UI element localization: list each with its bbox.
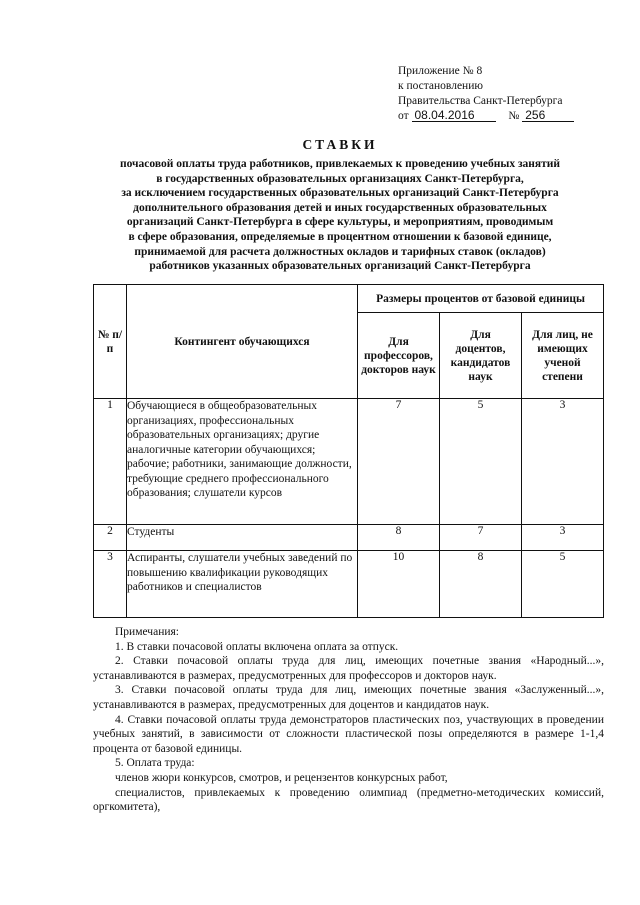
note-item: 4. Ставки почасовой оплаты труда демонстраторов пластических поз, участвующих в проведении учебных занятий, в зависимости от сложности пластической позы определяются в размере 1-1,4 процента от базовой единицы. <box>93 713 604 755</box>
row-number: 2 <box>94 525 127 551</box>
header-percent-group: Размеры процентов от базовой единицы <box>358 285 604 313</box>
row-number: 1 <box>94 399 127 525</box>
row-value-no-degree: 3 <box>522 525 604 551</box>
subtitle-line: организаций Санкт-Петербурга в сфере культуры, и мероприятиям, проводимым <box>126 216 554 229</box>
appendix-authority: Правительства Санкт-Петербурга <box>398 95 563 107</box>
title-block <box>80 137 600 274</box>
row-contingent: Аспиранты, слушатели учебных заведений по повышению квалификации руководящих работников и специалистов <box>127 551 358 618</box>
subtitle-line: за исключением государственных образовательных организаций Санкт-Петербурга <box>121 187 559 200</box>
row-contingent: Студенты <box>127 525 358 551</box>
date-prefix: от <box>398 110 409 122</box>
appendix-number: Приложение № 8 <box>398 65 483 77</box>
subtitle-line: почасовой оплаты труда работников, привлекаемых к проведению учебных занятий <box>119 158 561 170</box>
header-docents: Для доцентов, кандидатов наук <box>440 313 522 399</box>
document-title: СТАВКИ <box>302 137 378 152</box>
row-contingent: Обучающиеся в общеобразовательных организациях, профессиональных образовательных организациях; другие аналогичные категории обучающихся; рабочие; работники, занимающие должности, требующие среднего профессионального образования; слушатели курсов <box>127 399 358 525</box>
document-subtitle <box>80 157 600 274</box>
header-number: № п/п <box>94 285 127 399</box>
row-number: 3 <box>94 551 127 618</box>
row-value-professors: 8 <box>358 525 440 551</box>
note-item: 3. Ставки почасовой оплаты труда для лиц, имеющих почетные звания «Заслуженный...», устанавливаются в размерах, предусмотренных для доцентов и кандидатов наук. <box>93 684 604 711</box>
note-item: 1. В ставки почасовой оплаты включена оплата за отпуск. <box>115 640 399 653</box>
decree-number: 256 <box>522 109 574 122</box>
row-value-docents: 7 <box>440 525 522 551</box>
notes-section <box>93 625 604 815</box>
subtitle-line: работников указанных образовательных организаций Санкт-Петербурга <box>149 260 531 273</box>
note-item: специалистов, привлекаемых к проведению олимпиад (предметно-методических комиссий, оргкомитета), <box>93 786 604 814</box>
number-prefix: № <box>508 110 520 122</box>
row-value-docents: 5 <box>440 399 522 525</box>
appendix-reference: к постановлению <box>398 80 483 92</box>
subtitle-line: принимаемой для расчета должностных окладов и тарифных ставок (окладов) <box>134 245 546 258</box>
header-contingent: Контингент обучающихся <box>127 285 358 399</box>
table-header-row <box>94 285 604 313</box>
table-row <box>94 551 604 618</box>
row-value-no-degree: 3 <box>522 399 604 525</box>
subtitle-line: в сфере образования, определяемые в процентном отношении к базовой единице, <box>128 230 552 243</box>
subtitle-line: в государственных образовательных организациях Санкт-Петербурга, <box>156 172 524 185</box>
appendix-header <box>398 64 608 124</box>
rates-table <box>93 284 604 618</box>
header-professors: Для профессоров, докторов наук <box>358 313 440 399</box>
note-item: 2. Ставки почасовой оплаты труда для лиц, имеющих почетные звания «Народный...», устанавливаются в размерах, предусмотренных для профессоров и докторов наук. <box>93 655 604 682</box>
header-no-degree: Для лиц, не имеющих ученой степени <box>522 313 604 399</box>
note-item: членов жюри конкурсов, смотров, и рецензентов конкурсных работ, <box>115 771 448 784</box>
row-value-professors: 7 <box>358 399 440 525</box>
row-value-no-degree: 5 <box>522 551 604 618</box>
table-row <box>94 399 604 525</box>
note-item: 5. Оплата труда: <box>115 757 195 770</box>
decree-date: 08.04.2016 <box>412 109 496 122</box>
notes-heading: Примечания: <box>115 626 179 638</box>
row-value-docents: 8 <box>440 551 522 618</box>
appendix-dateline <box>398 109 608 124</box>
table-row <box>94 525 604 551</box>
subtitle-line: дополнительного образования детей и иных государственных образовательных <box>133 201 547 214</box>
row-value-professors: 10 <box>358 551 440 618</box>
